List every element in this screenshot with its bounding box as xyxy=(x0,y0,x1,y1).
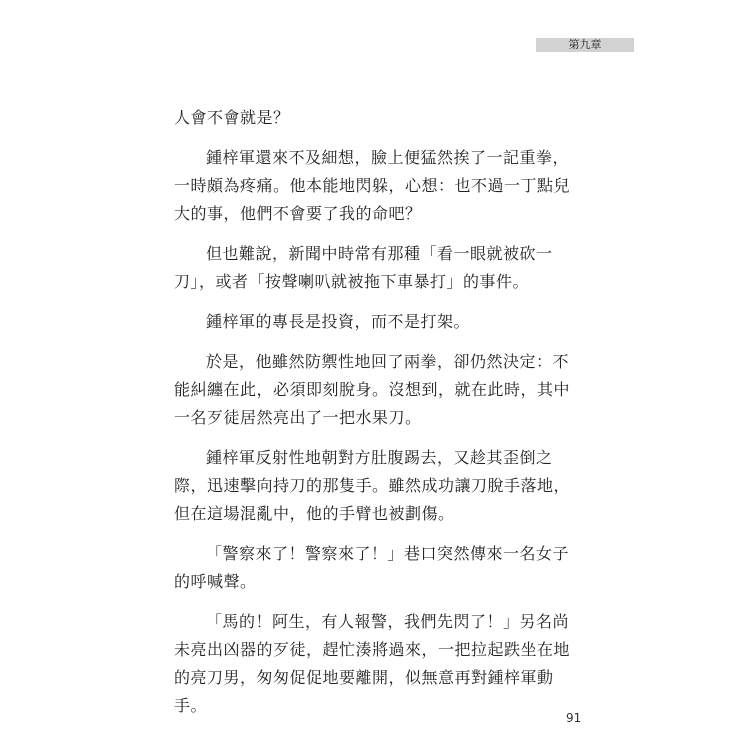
paragraph: 「警察來了！警察來了！」巷口突然傳來一名女子的呼喊聲。 xyxy=(174,544,570,591)
paragraph: 人會不會就是？ xyxy=(174,108,290,127)
paragraph: 鍾梓軍還來不及細想，臉上便猛然挨了一記重拳，一時頗為疼痛。他本能地閃躲，心想：也不過一丁點兒大的事，他們不會要了我的命吧？ xyxy=(174,148,571,223)
paragraph: 「馬的！阿生，有人報警，我們先閃了！」另名尚未亮出凶器的歹徒，趕忙湊將過來，一把拉起跌坐在地的亮刀男，匆匆促促地要離開，似無意再對鍾梓軍動手。 xyxy=(174,612,571,715)
paragraph: 於是，他雖然防禦性地回了兩拳，卻仍然決定：不能糾纏在此，必須即刻脫身。沒想到，就在此時，其中一名歹徒居然亮出了一把水果刀。 xyxy=(174,352,571,427)
page-number: 91 xyxy=(566,711,582,725)
chapter-header-tab xyxy=(536,38,634,52)
paragraph: 鍾梓軍的專長是投資，而不是打架。 xyxy=(206,312,471,331)
paragraph: 鍾梓軍反射性地朝對方肚腹踢去，又趁其歪倒之際，迅速擊向持刀的那隻手。雖然成功讓刀脫手落地，但在這場混亂中，他的手臂也被劃傷。 xyxy=(174,448,571,523)
paragraph: 但也難說，新聞中時常有那種「看一眼就被砍一刀」，或者「按聲喇叭就被拖下車暴打」的事件。 xyxy=(174,244,553,291)
page-body xyxy=(174,104,584,732)
chapter-label: 第九章 xyxy=(568,38,602,51)
